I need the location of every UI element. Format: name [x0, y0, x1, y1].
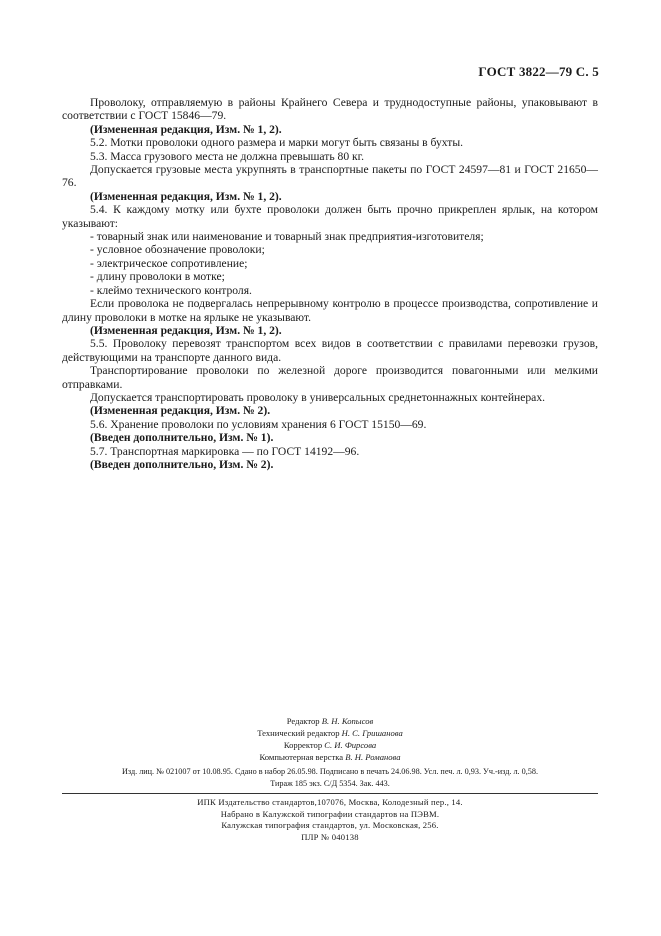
credit-line: [160, 715, 500, 727]
paragraph: Допускается транспортировать проволоку в универсальных среднетоннажных контейнерах.: [90, 390, 546, 404]
publisher-line: Набрано в Калужской типографии стандартов на ПЭВМ.: [220, 808, 440, 819]
list-item: - электрическое сопротивление;: [90, 256, 248, 270]
page-header: ГОСТ 3822—79 С. 5: [478, 64, 599, 79]
credit-name: Н. С. Гришанова: [341, 728, 403, 738]
edit-note: (Введен дополнительно, Изм. № 2).: [90, 457, 274, 471]
credit-line: [160, 727, 500, 739]
credits-block: [160, 715, 500, 763]
edit-note: (Измененная редакция, Изм. № 2).: [90, 404, 271, 418]
credit-role: Корректор: [283, 740, 323, 750]
credit-role: Технический редактор: [257, 728, 340, 738]
publisher-line: ИПК Издательство стандартов,107076, Москва, Колодезный пер., 14.: [197, 797, 463, 807]
imprint-block: [62, 766, 598, 789]
publisher-line: Калужская типография стандартов, ул. Московская, 256.: [221, 820, 439, 830]
document-body: [62, 96, 598, 471]
paragraph: Допускается грузовые места укрупнять в транспортные пакеты по ГОСТ 24597—81 и ГОСТ 21650—76.: [62, 163, 598, 190]
paragraph: 5.7. Транспортная маркировка — по ГОСТ 14192—96.: [90, 444, 360, 458]
paragraph: Транспортирование проволоки по железной дороге производится повагонными или мелкими отправками.: [62, 364, 598, 391]
list-item: - товарный знак или наименование и товарный знак предприятия-изготовителя;: [90, 230, 484, 244]
paragraph: 5.3. Масса грузового места не должна превышать 80 кг.: [90, 149, 364, 163]
credit-role: Компьютерная верстка: [259, 752, 344, 762]
list-item: - условное обозначение проволоки;: [90, 243, 265, 257]
imprint-line: Тираж 185 экз. С/Д 5354. Зак. 443.: [270, 778, 390, 788]
paragraph: 5.6. Хранение проволоки по условиям хранения 6 ГОСТ 15150—69.: [90, 417, 427, 431]
credit-name: В. Н. Копысов: [321, 716, 374, 726]
edit-note: (Измененная редакция, Изм. № 1, 2).: [90, 189, 282, 203]
edit-note: (Введен дополнительно, Изм. № 1).: [90, 431, 274, 445]
publisher-block: [62, 797, 598, 843]
credit-line: [160, 751, 500, 763]
paragraph: 5.5. Проволоку перевозят транспортом всех видов в соответствии с правилами перевозки грузов, действующими на транспорте данного вида.: [62, 337, 598, 364]
credit-name: В. Н. Романова: [345, 752, 401, 762]
list-item: - клеймо технического контроля.: [90, 283, 252, 297]
divider: [62, 793, 598, 794]
publisher-line: ПЛР № 040138: [301, 831, 359, 842]
imprint-line: Изд. лиц. № 021007 от 10.08.95. Сдано в набор 26.05.98. Подписано в печать 24.06.98. Усл. печ. л. 0,93. Уч.-изд. л. 0,58.: [121, 767, 539, 776]
list-item: - длину проволоки в мотке;: [90, 270, 225, 284]
paragraph: 5.2. Мотки проволоки одного размера и марки могут быть связаны в бухты.: [90, 136, 464, 150]
credit-name: С. И. Фирсова: [324, 740, 377, 750]
paragraph: Если проволока не подвергалась непрерывному контролю в процессе производства, сопротивление и длину проволоки в мотке на ярлыке не указывают.: [62, 297, 598, 324]
paragraph: 5.4. К каждому мотку или бухте проволоки должен быть прочно прикреплен ярлык, на котором указывают:: [62, 203, 598, 230]
paragraph: Проволоку, отправляемую в районы Крайнего Севера и труднодоступные районы, упаковывают в соответствии с ГОСТ 15846—79.: [62, 96, 598, 123]
edit-note: (Измененная редакция, Изм. № 1, 2).: [90, 122, 282, 136]
credit-line: [160, 739, 500, 751]
credit-role: Редактор: [286, 716, 320, 726]
edit-note: (Измененная редакция, Изм. № 1, 2).: [90, 323, 282, 337]
